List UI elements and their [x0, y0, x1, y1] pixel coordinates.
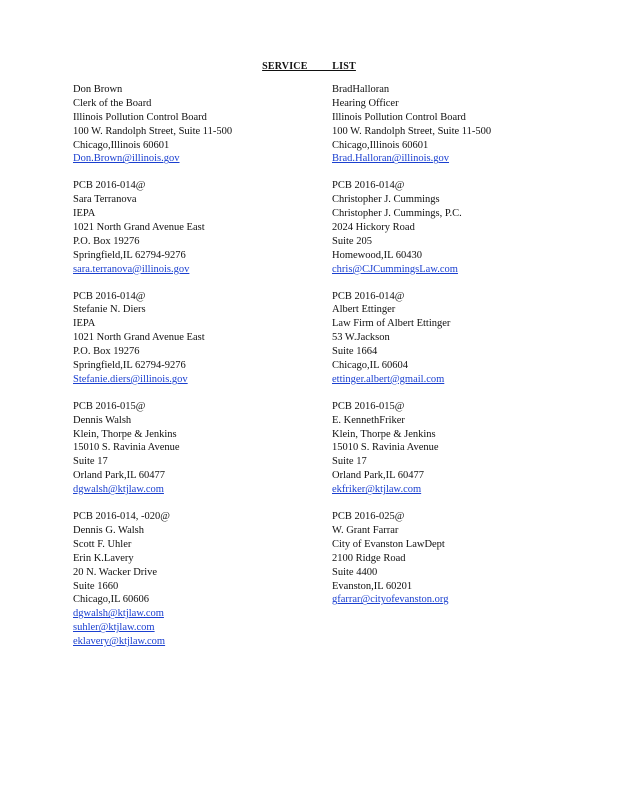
entry-line: Suite 1664	[332, 346, 378, 358]
entry-line: PCB 2016-025@	[332, 511, 405, 523]
email-link[interactable]: eklavery@ktjlaw.com	[73, 636, 166, 648]
entry-line: Suite 17	[73, 456, 108, 468]
email-link[interactable]: dgwalsh@ktjlaw.com	[73, 608, 164, 620]
entry-line: 15010 S. Ravinia Avenue	[332, 442, 439, 454]
entry-line: Dennis Walsh	[73, 414, 132, 426]
service-entry	[332, 83, 572, 166]
email-link[interactable]: gfarrar@cityofevanston.org	[332, 594, 449, 606]
entry-line: 2100 Ridge Road	[332, 552, 406, 564]
entry-line: Orland Park,IL 60477	[332, 470, 425, 482]
entry-line: 100 W. Randolph Street, Suite 11-500	[332, 125, 492, 137]
email-link[interactable]: Brad.Halloran@illinois.gov	[332, 153, 449, 165]
entry-line: PCB 2016-015@	[332, 400, 405, 412]
entry-line: PCB 2016-014@	[332, 180, 405, 192]
entry-line: P.O. Box 19276	[73, 346, 140, 358]
email-link[interactable]: Stefanie.diers@illinois.gov	[73, 373, 188, 385]
entry-line: IEPA	[73, 208, 96, 220]
entry-line: Christopher J. Cummings, P.C.	[332, 208, 462, 220]
entry-line: Dennis G. Walsh	[73, 524, 144, 536]
entry-line: 15010 S. Ravinia Avenue	[73, 442, 180, 454]
entry-line: Suite 1660	[73, 580, 119, 592]
entry-line: PCB 2016-014@	[73, 180, 146, 192]
service-entry	[332, 179, 572, 276]
entry-line: Chicago,Illinois 60601	[73, 139, 170, 151]
entry-line: Suite 17	[332, 456, 367, 468]
email-link[interactable]: Don.Brown@illinois.gov	[73, 153, 180, 165]
entry-line: 100 W. Randolph Street, Suite 11-500	[73, 125, 233, 137]
entry-line: Sara Terranova	[73, 194, 137, 206]
entry-line: 1021 North Grand Avenue East	[73, 222, 205, 234]
entry-line: E. KennethFriker	[332, 414, 405, 426]
service-entry	[332, 510, 572, 607]
service-entry	[73, 510, 313, 649]
entry-line: Klein, Thorpe & Jenkins	[73, 428, 177, 440]
entry-line: Evanston,IL 60201	[332, 580, 413, 592]
entry-line: Illinois Pollution Control Board	[73, 111, 207, 123]
entry-line: Albert Ettinger	[332, 304, 396, 316]
entry-line: PCB 2016-014@	[332, 290, 405, 302]
email-link[interactable]: suhler@ktjlaw.com	[73, 622, 155, 634]
entry-line: PCB 2016-014@	[73, 290, 146, 302]
entry-line: City of Evanston LawDept	[332, 538, 445, 550]
entry-line: Chicago,IL 60606	[73, 594, 150, 606]
entry-line: BradHalloran	[332, 84, 390, 95]
entry-line: IEPA	[73, 318, 96, 330]
entry-line: PCB 2016-014, -020@	[73, 511, 170, 523]
page-title-text: SERVICE LIST	[262, 61, 356, 72]
entry-line: Springfield,IL 62794-9276	[73, 360, 186, 372]
email-link[interactable]: sara.terranova@illinois.gov	[73, 263, 190, 275]
entry-line: 2024 Hickory Road	[332, 222, 415, 234]
service-entry	[332, 400, 572, 497]
entry-line: Christopher J. Cummings	[332, 194, 440, 206]
entry-line: Law Firm of Albert Ettinger	[332, 318, 451, 330]
email-link[interactable]: dgwalsh@ktjlaw.com	[73, 484, 164, 496]
entry-line: Chicago,IL 60604	[332, 360, 409, 372]
entry-line: Orland Park,IL 60477	[73, 470, 166, 482]
entry-line: Homewood,IL 60430	[332, 249, 423, 261]
email-link[interactable]: ekfriker@ktjlaw.com	[332, 484, 422, 496]
service-entry	[332, 290, 572, 387]
page-title	[0, 61, 618, 72]
service-entry	[73, 83, 313, 166]
email-link[interactable]: ettinger.albert@gmail.com	[332, 373, 445, 385]
entry-line: Stefanie N. Diers	[73, 304, 146, 316]
entry-line: P.O. Box 19276	[73, 235, 140, 247]
entry-line: Don Brown	[73, 84, 123, 95]
email-link[interactable]: chris@CJCummingsLaw.com	[332, 263, 458, 275]
service-entry	[73, 400, 313, 497]
entry-line: Suite 4400	[332, 566, 378, 578]
entry-line: 1021 North Grand Avenue East	[73, 332, 205, 344]
entry-line: Clerk of the Board	[73, 97, 152, 109]
entry-line: Chicago,Illinois 60601	[332, 139, 429, 151]
entry-line: 20 N. Wacker Drive	[73, 566, 158, 578]
entry-line: Illinois Pollution Control Board	[332, 111, 466, 123]
entry-line: Springfield,IL 62794-9276	[73, 249, 186, 261]
service-entry	[73, 290, 313, 387]
left-column	[73, 83, 313, 662]
entry-line: W. Grant Farrar	[332, 524, 399, 536]
entry-line: Hearing Officer	[332, 97, 399, 109]
entry-line: PCB 2016-015@	[73, 400, 146, 412]
entry-line: 53 W.Jackson	[332, 332, 390, 344]
right-column	[332, 83, 572, 620]
entry-line: Suite 205	[332, 235, 372, 247]
entry-line: Scott F. Uhler	[73, 538, 132, 550]
entry-line: Klein, Thorpe & Jenkins	[332, 428, 436, 440]
service-entry	[73, 179, 313, 276]
entry-line: Erin K.Lavery	[73, 552, 134, 564]
